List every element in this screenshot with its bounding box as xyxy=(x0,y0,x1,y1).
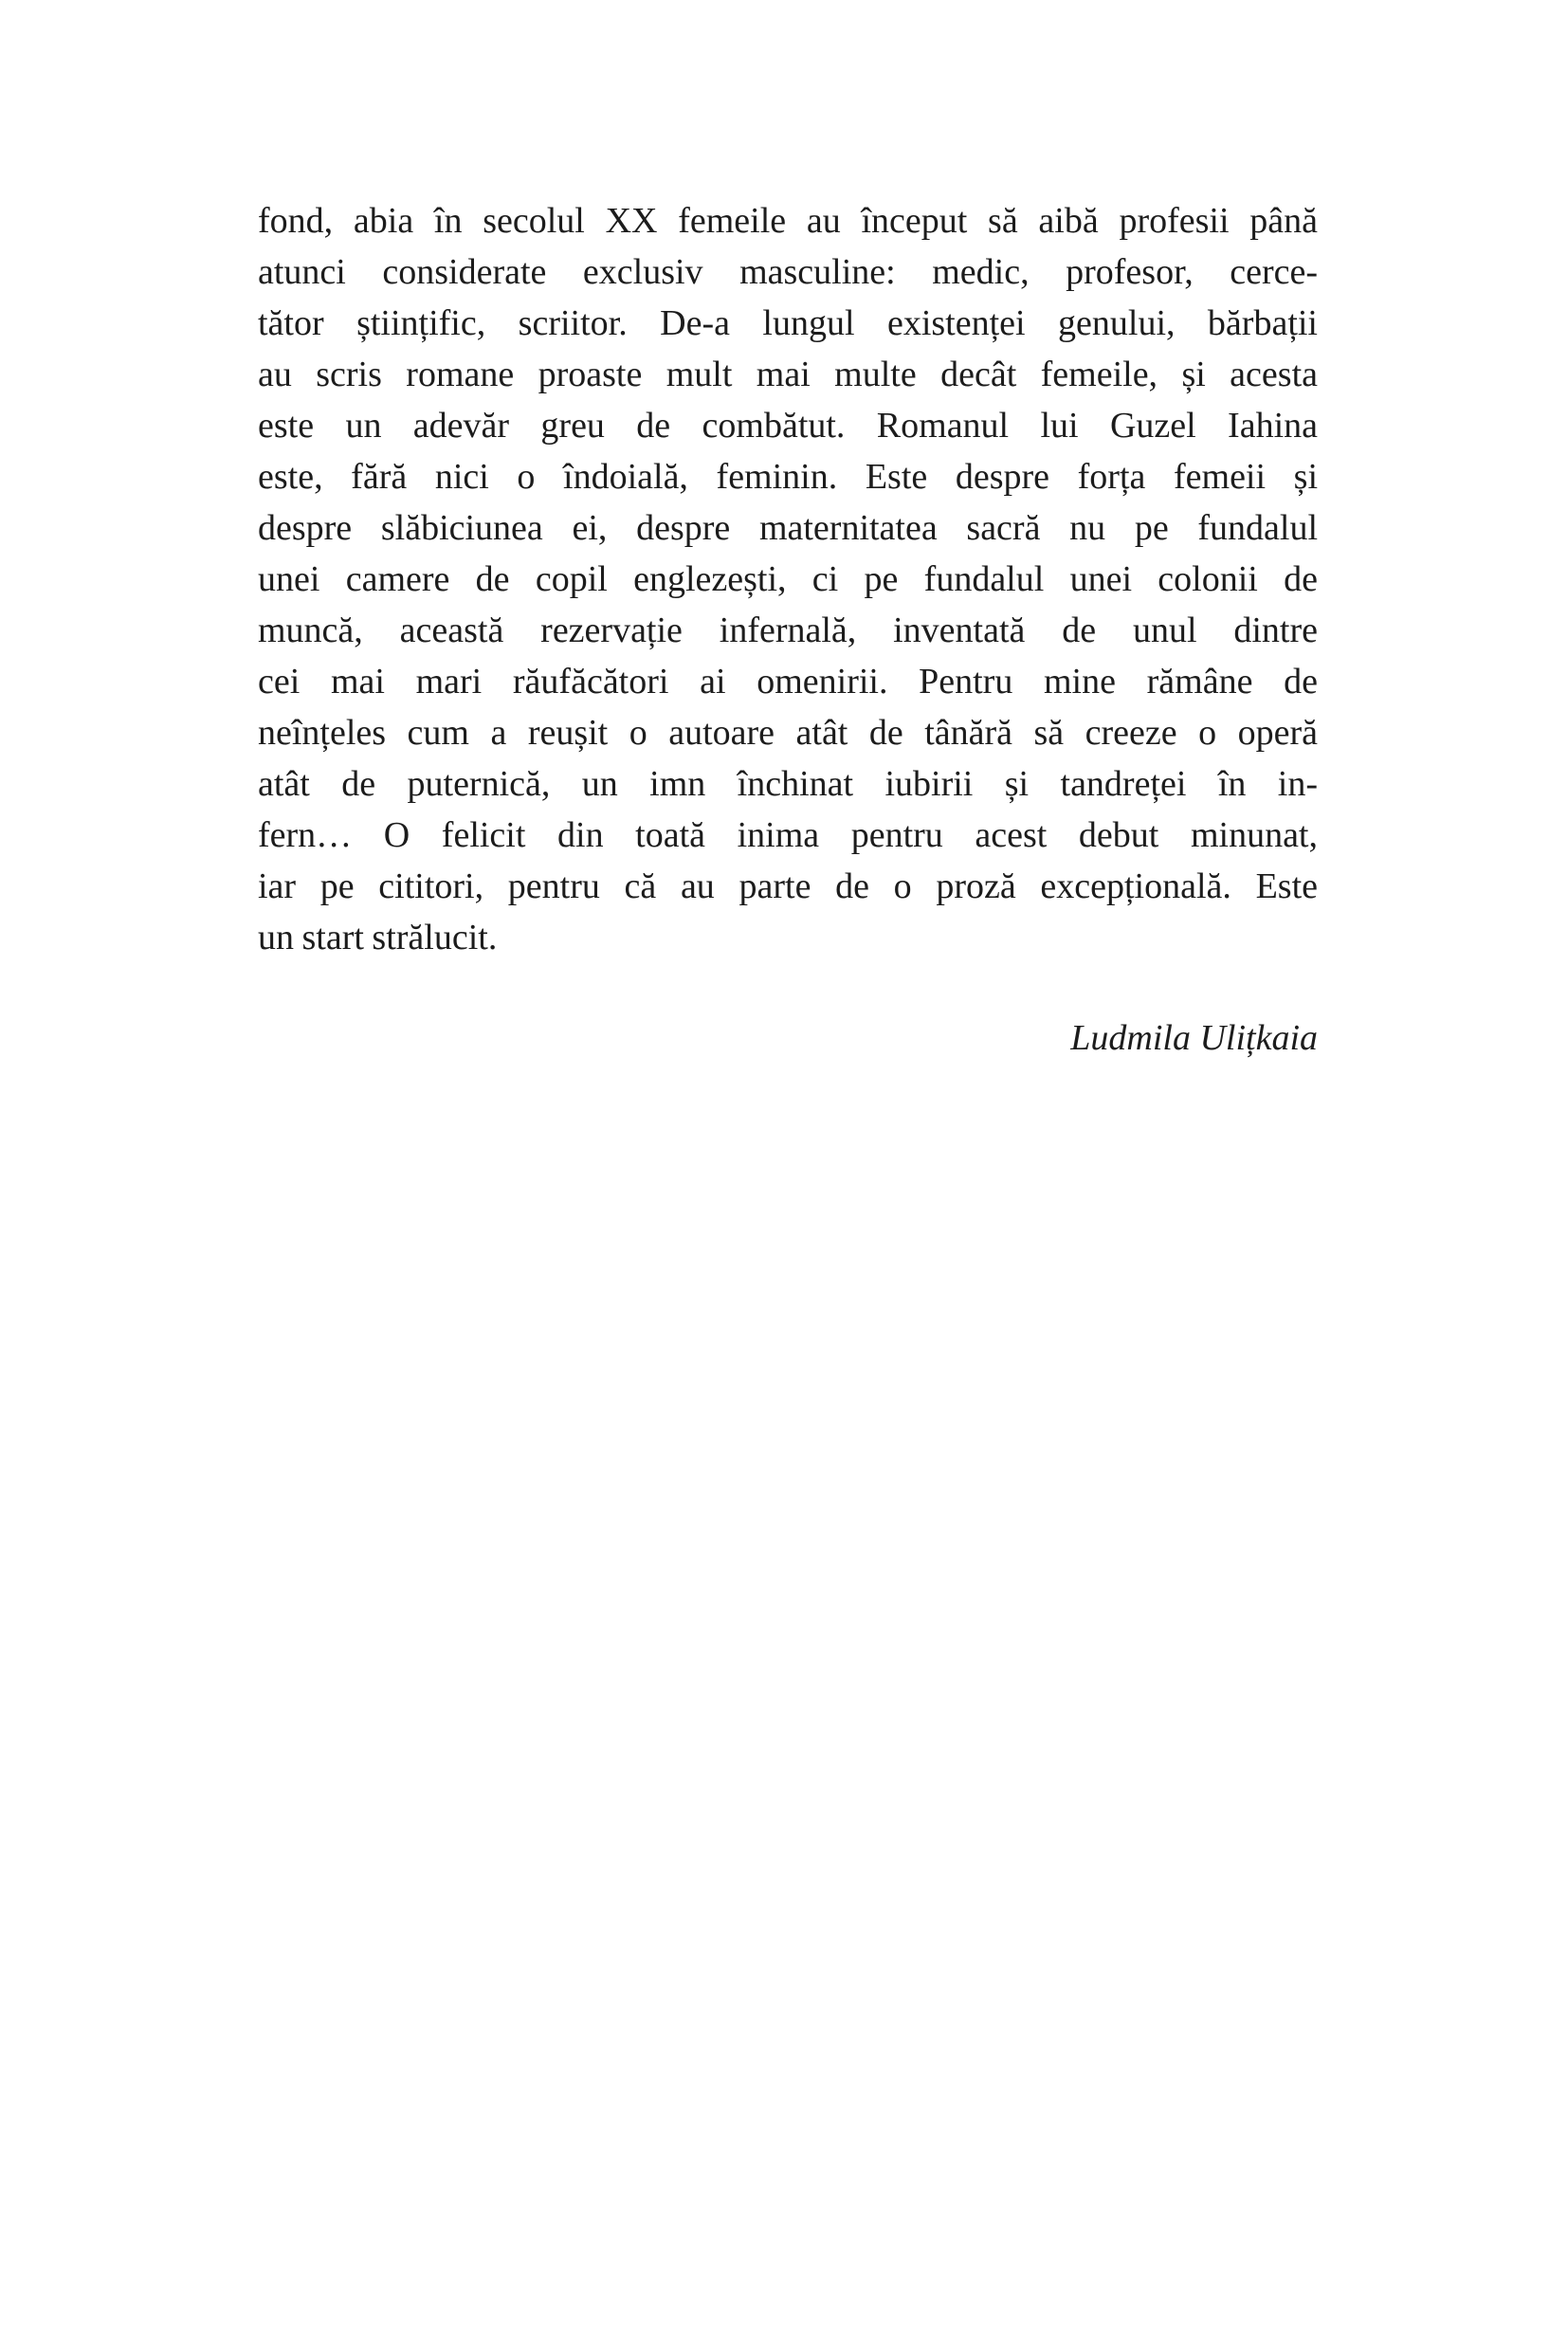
author-signature: Ludmila Ulițkaia xyxy=(1070,1018,1318,1058)
body-text-line: iar pe cititori, pentru că au parte de o proză excepțională. Este xyxy=(258,866,1318,906)
body-text-line: fern… O felicit din toată inima pentru acest debut minunat, xyxy=(258,815,1318,855)
body-text-line: tător științific, scriitor. De-a lungul existenței genului, bărbații xyxy=(258,303,1318,343)
body-text-line: cei mai mari răufăcători ai omenirii. Pentru mine rămâne de xyxy=(258,662,1318,702)
body-text-line: atât de puternică, un imn închinat iubirii și tandreței în in- xyxy=(258,764,1318,804)
body-text-line: neînțeles cum a reușit o autoare atât de tânără să creeze o operă xyxy=(258,713,1318,753)
body-text-line: au scris romane proaste mult mai multe decât femeile, și acesta xyxy=(258,355,1318,394)
body-paragraph xyxy=(258,195,1318,963)
body-text-line: muncă, această rezervație infernală, inventată de unul dintre xyxy=(258,611,1318,650)
body-text-line: fond, abia în secolul XX femeile au început să aibă profesii până xyxy=(258,201,1318,241)
body-text-line: atunci considerate exclusiv masculine: medic, profesor, cerce- xyxy=(258,252,1318,292)
body-text-line: este, fără nici o îndoială, feminin. Este despre forța femeii și xyxy=(258,457,1318,497)
body-text-line: este un adevăr greu de combătut. Romanul lui Guzel Iahina xyxy=(258,406,1318,446)
body-text-line: un start strălucit. xyxy=(258,918,498,957)
body-text-line: despre slăbiciunea ei, despre maternitatea sacră nu pe fundalul xyxy=(258,508,1318,548)
text-block xyxy=(258,195,1318,1064)
body-text-line: unei camere de copil englezești, ci pe fundalul unei colonii de xyxy=(258,559,1318,599)
